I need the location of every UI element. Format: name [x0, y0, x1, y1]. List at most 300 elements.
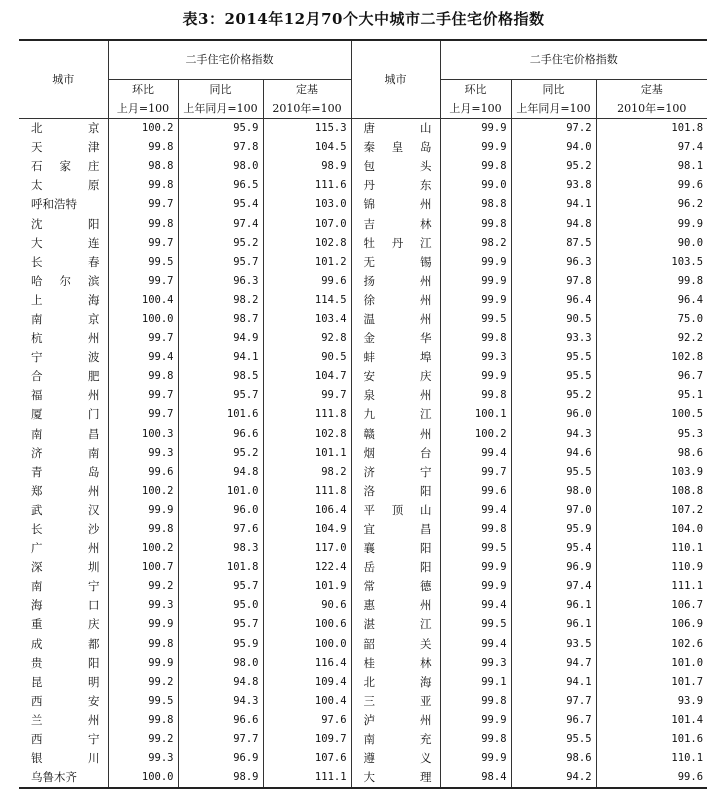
yoy-value-left: 98.0 [178, 654, 263, 673]
table-row [19, 596, 707, 615]
yoy-value-right: 97.4 [511, 577, 596, 596]
city-header-left: 城市 [19, 40, 108, 119]
col-yoy-right: 同比 [511, 80, 596, 100]
mom-value-left: 100.0 [108, 768, 178, 788]
fixed-base-value-left: 117.0 [263, 539, 351, 558]
yoy-value-right: 94.1 [511, 195, 596, 214]
mom-value-right: 99.3 [440, 348, 511, 367]
mom-value-right: 99.4 [440, 444, 511, 463]
yoy-value-left: 98.3 [178, 539, 263, 558]
base-fixed-right: 2010年=100 [596, 99, 707, 119]
city-name-right: 韶关 [351, 635, 440, 654]
fixed-base-value-right: 102.6 [671, 637, 704, 650]
city-name-left: 济南 [19, 444, 108, 463]
table-row [19, 367, 707, 386]
mom-value-left: 99.9 [108, 501, 178, 520]
table-row [19, 501, 707, 520]
fixed-base-value-left: 101.2 [263, 253, 351, 272]
fixed-base-value-right: 95.1 [677, 389, 704, 402]
fixed-base-value-right: 101.0 [671, 656, 704, 669]
mom-value-right: 99.8 [440, 386, 511, 405]
fixed-base-value-left: 104.7 [263, 367, 351, 386]
table-row [19, 119, 707, 139]
city-name-right: 金华 [351, 329, 440, 348]
fixed-base-value-right: 97.4 [677, 141, 704, 154]
yoy-value-left: 95.2 [178, 444, 263, 463]
mom-value-right: 99.9 [440, 577, 511, 596]
group-header-right: 二手住宅价格指数 [440, 40, 707, 80]
fixed-base-value-left: 104.5 [263, 138, 351, 157]
yoy-value-right: 98.6 [511, 749, 596, 768]
city-name-right: 秦皇岛 [351, 138, 440, 157]
table-row [19, 310, 707, 329]
mom-value-left: 100.4 [108, 291, 178, 310]
table-row [19, 673, 707, 692]
mom-value-left: 99.7 [108, 195, 178, 214]
fixed-base-value-left: 114.5 [263, 291, 351, 310]
fixed-base-value-left: 99.7 [263, 386, 351, 405]
yoy-value-right: 96.7 [511, 711, 596, 730]
fixed-base-value-right: 111.1 [671, 580, 704, 593]
mom-value-right: 99.8 [440, 730, 511, 749]
fixed-base-value-right: 104.0 [671, 523, 704, 536]
table-row [19, 138, 707, 157]
city-name-right: 泉州 [351, 386, 440, 405]
city-name-left: 杭州 [19, 329, 108, 348]
yoy-value-left: 98.2 [178, 291, 263, 310]
city-name-left: 宁波 [19, 348, 108, 367]
yoy-value-left: 96.3 [178, 272, 263, 291]
mom-value-left: 98.8 [108, 157, 178, 176]
city-name-left: 天津 [19, 138, 108, 157]
mom-value-left: 99.5 [108, 253, 178, 272]
city-name-right: 扬州 [351, 272, 440, 291]
city-name-left: 成都 [19, 635, 108, 654]
fixed-base-value-right: 90.0 [677, 236, 704, 249]
city-name-right: 桂林 [351, 654, 440, 673]
city-name-right: 平顶山 [351, 501, 440, 520]
city-name-left: 南京 [19, 310, 108, 329]
mom-value-right: 98.2 [440, 234, 511, 253]
city-name-left: 石家庄 [19, 157, 108, 176]
mom-value-right: 99.9 [440, 253, 511, 272]
fixed-base-value-right: 110.9 [671, 561, 704, 574]
mom-value-right: 99.4 [440, 635, 511, 654]
city-name-right: 吉林 [351, 214, 440, 233]
fixed-base-value-left: 109.7 [263, 730, 351, 749]
city-name-right: 安庆 [351, 367, 440, 386]
city-name-right: 襄阳 [351, 539, 440, 558]
city-name-right: 温州 [351, 310, 440, 329]
yoy-value-right: 96.1 [511, 615, 596, 634]
city-name-left: 沈阳 [19, 214, 108, 233]
table-row [19, 386, 707, 405]
fixed-base-value-left: 106.4 [263, 501, 351, 520]
mom-value-left: 99.8 [108, 138, 178, 157]
fixed-base-value-right: 75.0 [677, 312, 704, 325]
mom-value-left: 99.7 [108, 272, 178, 291]
fixed-base-value-left: 102.8 [263, 425, 351, 444]
city-name-right: 锦州 [351, 195, 440, 214]
yoy-value-right: 94.8 [511, 214, 596, 233]
base-mom-left: 上月=100 [108, 99, 178, 119]
yoy-value-right: 98.0 [511, 482, 596, 501]
city-name-right: 洛阳 [351, 482, 440, 501]
mom-value-left: 100.2 [108, 482, 178, 501]
fixed-base-value-left: 107.6 [263, 749, 351, 768]
yoy-value-left: 101.6 [178, 405, 263, 424]
yoy-value-left: 96.6 [178, 425, 263, 444]
city-name-left: 福州 [19, 386, 108, 405]
fixed-base-value-left: 98.2 [263, 463, 351, 482]
mom-value-left: 100.2 [108, 539, 178, 558]
mom-value-right: 99.9 [440, 749, 511, 768]
yoy-value-left: 101.0 [178, 482, 263, 501]
yoy-value-left: 95.7 [178, 615, 263, 634]
yoy-value-right: 94.6 [511, 444, 596, 463]
yoy-value-right: 96.3 [511, 253, 596, 272]
table-row [19, 539, 707, 558]
city-name-right: 赣州 [351, 425, 440, 444]
city-name-left: 长沙 [19, 520, 108, 539]
table-row [19, 214, 707, 233]
yoy-value-right: 93.3 [511, 329, 596, 348]
fixed-base-value-left: 99.6 [263, 272, 351, 291]
mom-value-right: 99.8 [440, 520, 511, 539]
city-name-right: 湛江 [351, 615, 440, 634]
table-row [19, 272, 707, 291]
city-name-left: 呼和浩特 [19, 195, 108, 214]
yoy-value-right: 95.9 [511, 520, 596, 539]
yoy-value-right: 95.2 [511, 386, 596, 405]
mom-value-right: 99.8 [440, 214, 511, 233]
yoy-value-right: 87.5 [511, 234, 596, 253]
mom-value-right: 99.9 [440, 367, 511, 386]
col-mom-left: 环比 [108, 80, 178, 100]
mom-value-right: 99.9 [440, 291, 511, 310]
mom-value-left: 99.4 [108, 348, 178, 367]
mom-value-left: 99.2 [108, 577, 178, 596]
table-row [19, 253, 707, 272]
yoy-value-right: 94.3 [511, 425, 596, 444]
city-name-right: 包头 [351, 157, 440, 176]
yoy-value-left: 94.8 [178, 463, 263, 482]
yoy-value-right: 97.2 [511, 119, 596, 139]
city-name-right: 蚌埠 [351, 348, 440, 367]
mom-value-left: 99.3 [108, 444, 178, 463]
fixed-base-value-left: 122.4 [263, 558, 351, 577]
fixed-base-value-right: 106.9 [671, 618, 704, 631]
mom-value-right: 100.1 [440, 405, 511, 424]
city-name-right: 宜昌 [351, 520, 440, 539]
city-name-left: 深圳 [19, 558, 108, 577]
city-name-left: 大连 [19, 234, 108, 253]
city-name-left: 乌鲁木齐 [19, 768, 108, 788]
table-row [19, 615, 707, 634]
table-row [19, 176, 707, 195]
mom-value-left: 99.7 [108, 329, 178, 348]
base-fixed-left: 2010年=100 [263, 99, 351, 119]
city-name-right: 牡丹江 [351, 234, 440, 253]
mom-value-left: 99.5 [108, 692, 178, 711]
table-row [19, 482, 707, 501]
fixed-base-value-right: 101.4 [671, 713, 704, 726]
fixed-base-value-left: 109.4 [263, 673, 351, 692]
mom-value-left: 99.3 [108, 596, 178, 615]
fixed-base-value-right: 101.7 [671, 675, 704, 688]
fixed-base-value-left: 100.0 [263, 635, 351, 654]
fixed-base-value-right: 103.5 [671, 255, 704, 268]
table-row [19, 768, 707, 788]
mom-value-left: 99.9 [108, 615, 178, 634]
yoy-value-left: 95.7 [178, 386, 263, 405]
city-name-right: 北海 [351, 673, 440, 692]
mom-value-left: 99.3 [108, 749, 178, 768]
yoy-value-right: 96.4 [511, 291, 596, 310]
city-name-left: 南昌 [19, 425, 108, 444]
yoy-value-right: 95.5 [511, 463, 596, 482]
yoy-value-left: 96.9 [178, 749, 263, 768]
city-name-left: 西宁 [19, 730, 108, 749]
city-name-left: 银川 [19, 749, 108, 768]
fixed-base-value-right: 98.1 [677, 160, 704, 173]
mom-value-left: 99.8 [108, 367, 178, 386]
fixed-base-value-left: 102.8 [263, 234, 351, 253]
fixed-base-value-left: 100.6 [263, 615, 351, 634]
table-row [19, 405, 707, 424]
fixed-base-value-left: 111.6 [263, 176, 351, 195]
yoy-value-left: 98.0 [178, 157, 263, 176]
mom-value-right: 99.9 [440, 711, 511, 730]
fixed-base-value-right: 92.2 [677, 332, 704, 345]
yoy-value-left: 95.7 [178, 577, 263, 596]
mom-value-left: 99.2 [108, 673, 178, 692]
city-name-right: 唐山 [351, 119, 440, 139]
yoy-value-right: 96.0 [511, 405, 596, 424]
fixed-base-value-right: 110.1 [671, 542, 704, 555]
yoy-value-left: 95.7 [178, 253, 263, 272]
fixed-base-value-right: 93.9 [677, 694, 704, 707]
yoy-value-right: 94.2 [511, 768, 596, 788]
city-name-right: 南充 [351, 730, 440, 749]
table-row [19, 425, 707, 444]
table-row [19, 444, 707, 463]
fixed-base-value-left: 92.8 [263, 329, 351, 348]
table-row [19, 577, 707, 596]
mom-value-right: 99.9 [440, 558, 511, 577]
table-title: 表3：2014年12月70个大中城市二手住宅价格指数 [182, 10, 545, 28]
mom-value-left: 99.8 [108, 711, 178, 730]
mom-value-right: 99.0 [440, 176, 511, 195]
base-mom-right: 上月=100 [440, 99, 511, 119]
yoy-value-left: 97.4 [178, 214, 263, 233]
mom-value-left: 100.0 [108, 310, 178, 329]
city-name-left: 南宁 [19, 577, 108, 596]
city-name-left: 西安 [19, 692, 108, 711]
city-name-left: 广州 [19, 539, 108, 558]
mom-value-right: 98.4 [440, 768, 511, 788]
fixed-base-value-left: 101.9 [263, 577, 351, 596]
mom-value-right: 99.8 [440, 157, 511, 176]
mom-value-left: 99.7 [108, 386, 178, 405]
fixed-base-value-right: 96.4 [677, 293, 704, 306]
mom-value-left: 99.8 [108, 214, 178, 233]
mom-value-right: 99.1 [440, 673, 511, 692]
yoy-value-left: 97.8 [178, 138, 263, 157]
mom-value-right: 98.8 [440, 195, 511, 214]
col-mom-right: 环比 [440, 80, 511, 100]
yoy-value-left: 95.2 [178, 234, 263, 253]
fixed-base-value-right: 96.2 [677, 198, 704, 211]
city-name-left: 郑州 [19, 482, 108, 501]
fixed-base-value-right: 99.9 [677, 217, 704, 230]
table-row [19, 730, 707, 749]
yoy-value-right: 94.7 [511, 654, 596, 673]
fixed-base-value-right: 98.6 [677, 446, 704, 459]
mom-value-left: 99.8 [108, 176, 178, 195]
fixed-base-value-right: 100.5 [671, 408, 704, 421]
col-yoy-left: 同比 [178, 80, 263, 100]
city-header-right: 城市 [351, 40, 440, 119]
mom-value-right: 99.8 [440, 692, 511, 711]
yoy-value-left: 98.7 [178, 310, 263, 329]
fixed-base-value-left: 116.4 [263, 654, 351, 673]
yoy-value-left: 98.5 [178, 367, 263, 386]
fixed-base-value-right: 108.8 [671, 484, 704, 497]
table-row [19, 520, 707, 539]
city-name-right: 九江 [351, 405, 440, 424]
table-row [19, 157, 707, 176]
city-name-left: 昆明 [19, 673, 108, 692]
table-row [19, 234, 707, 253]
yoy-value-right: 95.5 [511, 348, 596, 367]
fixed-base-value-right: 99.6 [677, 179, 704, 192]
yoy-value-left: 95.9 [178, 635, 263, 654]
yoy-value-left: 97.6 [178, 520, 263, 539]
fixed-base-value-left: 103.4 [263, 310, 351, 329]
mom-value-right: 99.9 [440, 119, 511, 139]
yoy-value-right: 95.2 [511, 157, 596, 176]
yoy-value-right: 96.9 [511, 558, 596, 577]
fixed-base-value-left: 90.6 [263, 596, 351, 615]
fixed-base-value-right: 106.7 [671, 599, 704, 612]
fixed-base-value-right: 96.7 [677, 370, 704, 383]
table-row [19, 558, 707, 577]
city-name-right: 三亚 [351, 692, 440, 711]
table-row [19, 348, 707, 367]
yoy-value-right: 93.8 [511, 176, 596, 195]
mom-value-left: 99.8 [108, 635, 178, 654]
table-row [19, 291, 707, 310]
city-name-left: 兰州 [19, 711, 108, 730]
col-fixed-left: 定基 [263, 80, 351, 100]
yoy-value-left: 96.6 [178, 711, 263, 730]
city-name-left: 合肥 [19, 367, 108, 386]
fixed-base-value-left: 107.0 [263, 214, 351, 233]
city-name-left: 贵阳 [19, 654, 108, 673]
city-name-left: 海口 [19, 596, 108, 615]
city-name-left: 上海 [19, 291, 108, 310]
yoy-value-right: 96.1 [511, 596, 596, 615]
mom-value-left: 99.9 [108, 654, 178, 673]
mom-value-left: 100.7 [108, 558, 178, 577]
mom-value-right: 99.6 [440, 482, 511, 501]
yoy-value-right: 94.1 [511, 673, 596, 692]
fixed-base-value-left: 97.6 [263, 711, 351, 730]
col-fixed-right: 定基 [640, 82, 663, 96]
fixed-base-value-left: 104.9 [263, 520, 351, 539]
table-row [19, 635, 707, 654]
yoy-value-right: 95.5 [511, 367, 596, 386]
yoy-value-left: 94.1 [178, 348, 263, 367]
fixed-base-value-right: 95.3 [677, 427, 704, 440]
yoy-value-left: 94.9 [178, 329, 263, 348]
fixed-base-value-right: 107.2 [671, 503, 704, 516]
yoy-value-right: 93.5 [511, 635, 596, 654]
city-name-left: 厦门 [19, 405, 108, 424]
base-yoy-left: 上年同月=100 [178, 99, 263, 119]
fixed-base-value-right: 102.8 [671, 351, 704, 364]
mom-value-right: 99.3 [440, 654, 511, 673]
table-row [19, 463, 707, 482]
mom-value-right: 99.9 [440, 138, 511, 157]
city-name-left: 哈尔滨 [19, 272, 108, 291]
yoy-value-left: 95.0 [178, 596, 263, 615]
city-name-right: 岳阳 [351, 558, 440, 577]
city-name-right: 常德 [351, 577, 440, 596]
mom-value-right: 99.5 [440, 539, 511, 558]
yoy-value-right: 97.0 [511, 501, 596, 520]
mom-value-right: 99.7 [440, 463, 511, 482]
mom-value-left: 99.7 [108, 405, 178, 424]
fixed-base-value-right: 110.1 [671, 752, 704, 765]
city-name-right: 泸州 [351, 711, 440, 730]
fixed-base-value-right: 101.6 [671, 733, 704, 746]
table-row [19, 692, 707, 711]
fixed-base-value-left: 103.0 [263, 195, 351, 214]
fixed-base-value-right: 103.9 [671, 465, 704, 478]
yoy-value-right: 95.4 [511, 539, 596, 558]
city-name-left: 太原 [19, 176, 108, 195]
city-name-left: 青岛 [19, 463, 108, 482]
yoy-value-right: 97.7 [511, 692, 596, 711]
price-index-table [19, 39, 707, 789]
mom-value-left: 99.8 [108, 520, 178, 539]
city-name-right: 无锡 [351, 253, 440, 272]
city-name-right: 丹东 [351, 176, 440, 195]
fixed-base-value-left: 98.9 [263, 157, 351, 176]
yoy-value-left: 97.7 [178, 730, 263, 749]
yoy-value-left: 94.8 [178, 673, 263, 692]
mom-value-right: 99.9 [440, 272, 511, 291]
table-row [19, 329, 707, 348]
yoy-value-left: 95.9 [178, 119, 263, 139]
table-row [19, 749, 707, 768]
yoy-value-right: 95.5 [511, 730, 596, 749]
fixed-base-value-left: 100.4 [263, 692, 351, 711]
city-name-right: 遵义 [351, 749, 440, 768]
city-name-right: 烟台 [351, 444, 440, 463]
yoy-value-left: 95.4 [178, 195, 263, 214]
fixed-base-value-right: 101.8 [671, 122, 704, 135]
city-name-left: 重庆 [19, 615, 108, 634]
mom-value-left: 99.7 [108, 234, 178, 253]
city-name-left: 长春 [19, 253, 108, 272]
fixed-base-value-left: 111.1 [263, 768, 351, 788]
fixed-base-value-right: 99.6 [596, 768, 707, 788]
city-name-left: 武汉 [19, 501, 108, 520]
fixed-base-value-left: 101.1 [263, 444, 351, 463]
